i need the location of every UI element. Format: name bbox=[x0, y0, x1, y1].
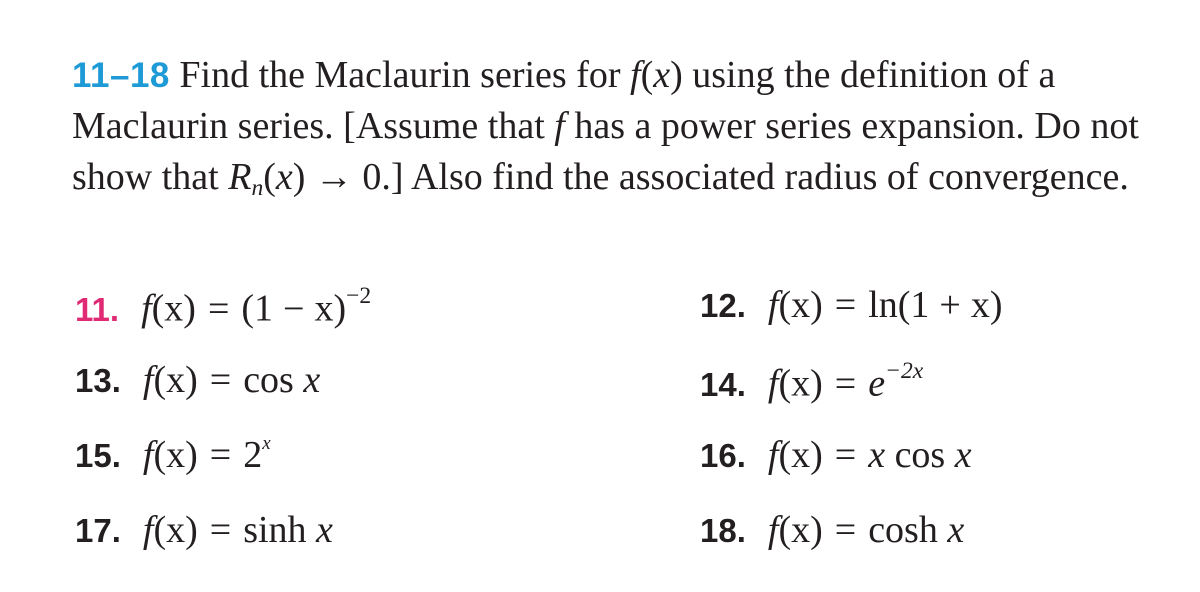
instructions-part-b: using the definition of a Maclaurin series. [Assume that bbox=[72, 54, 1056, 147]
function-argument: (x) bbox=[151, 287, 196, 330]
function-symbol: f bbox=[767, 509, 779, 551]
instructions-part-a: Find the Maclaurin series for bbox=[169, 54, 631, 96]
function-argument: (x) bbox=[778, 284, 823, 326]
rhs-part: x) bbox=[970, 284, 1003, 326]
equals-sign: = bbox=[209, 434, 232, 477]
equals-sign: = bbox=[207, 287, 230, 330]
exercise-17 bbox=[75, 508, 333, 552]
function-argument: (x) bbox=[153, 509, 198, 551]
rhs-function: sinh bbox=[243, 509, 307, 551]
exponent: −2 bbox=[346, 283, 372, 309]
rhs-function: cos bbox=[894, 434, 946, 476]
function-symbol: f bbox=[767, 434, 779, 476]
function-symbol: f bbox=[767, 362, 779, 405]
function-symbol: f bbox=[141, 287, 152, 330]
variable-x: x bbox=[303, 359, 321, 401]
function-argument: (x) bbox=[153, 434, 198, 477]
exercise-number: 16. bbox=[700, 437, 746, 474]
exercise-12 bbox=[700, 283, 1003, 327]
remainder-subscript: n bbox=[251, 174, 264, 201]
function-argument: (x) bbox=[778, 434, 823, 476]
rhs-function: cosh bbox=[868, 509, 938, 551]
function-symbol: f bbox=[630, 54, 641, 96]
equals-sign: = bbox=[834, 434, 857, 476]
euler-e: e bbox=[868, 362, 886, 405]
exercise-11 bbox=[75, 283, 371, 331]
function-symbol: f bbox=[142, 434, 154, 477]
exercise-13 bbox=[75, 358, 320, 402]
paren-close: ) bbox=[292, 156, 306, 198]
function-argument: (x) bbox=[153, 359, 198, 401]
exercise-14 bbox=[700, 358, 923, 406]
plus-sign: + bbox=[939, 284, 961, 326]
function-symbol: f bbox=[142, 359, 154, 401]
exercise-number: 12. bbox=[700, 287, 746, 324]
variable-x: x bbox=[954, 434, 972, 476]
paren-close: ) bbox=[670, 54, 683, 96]
exercise-18 bbox=[700, 508, 964, 552]
function-symbol: f bbox=[554, 105, 565, 147]
variable-x: x bbox=[653, 54, 671, 96]
rhs-part: x) bbox=[314, 287, 347, 330]
instructions-text bbox=[72, 50, 1187, 214]
exercise-15 bbox=[75, 433, 271, 477]
exercise-number: 13. bbox=[75, 362, 121, 399]
exercise-number: 11. bbox=[75, 290, 120, 328]
function-argument: (x) bbox=[778, 509, 823, 551]
equals-sign: = bbox=[209, 509, 232, 551]
variable-x: x bbox=[316, 509, 333, 551]
function-symbol: f bbox=[142, 509, 154, 551]
instructions-part-c: has a power series expansion. Do not show that bbox=[72, 105, 1139, 198]
paren-open: ( bbox=[263, 156, 276, 198]
exponent: −2x bbox=[885, 358, 924, 384]
remainder-symbol: R bbox=[228, 156, 252, 198]
equals-sign: = bbox=[834, 509, 857, 551]
exponent: x bbox=[262, 433, 271, 454]
rhs-part: ln(1 bbox=[868, 284, 930, 326]
variable-x: x bbox=[275, 156, 293, 198]
function-argument: (x) bbox=[778, 362, 823, 405]
rhs-base: 2 bbox=[243, 434, 263, 477]
function-symbol: f bbox=[767, 284, 779, 326]
exercise-16 bbox=[700, 433, 972, 477]
exercise-number: 18. bbox=[700, 512, 746, 549]
equals-sign: = bbox=[834, 362, 857, 405]
exercise-number: 14. bbox=[700, 365, 746, 403]
rhs-function: cos bbox=[243, 359, 294, 401]
instructions-part-d: → 0.] Also find the associated radius of convergence. bbox=[305, 156, 1129, 198]
equals-sign: = bbox=[834, 284, 857, 326]
rhs-part: (1 bbox=[241, 287, 274, 330]
variable-x: x bbox=[947, 509, 965, 551]
exercise-number: 15. bbox=[75, 437, 121, 475]
variable-x: x bbox=[868, 434, 886, 476]
exercise-range-label: 11–18 bbox=[72, 56, 170, 95]
exercise-number: 17. bbox=[75, 512, 121, 549]
paren-open: ( bbox=[640, 54, 654, 96]
minus-sign: − bbox=[283, 287, 305, 330]
equals-sign: = bbox=[209, 359, 232, 401]
